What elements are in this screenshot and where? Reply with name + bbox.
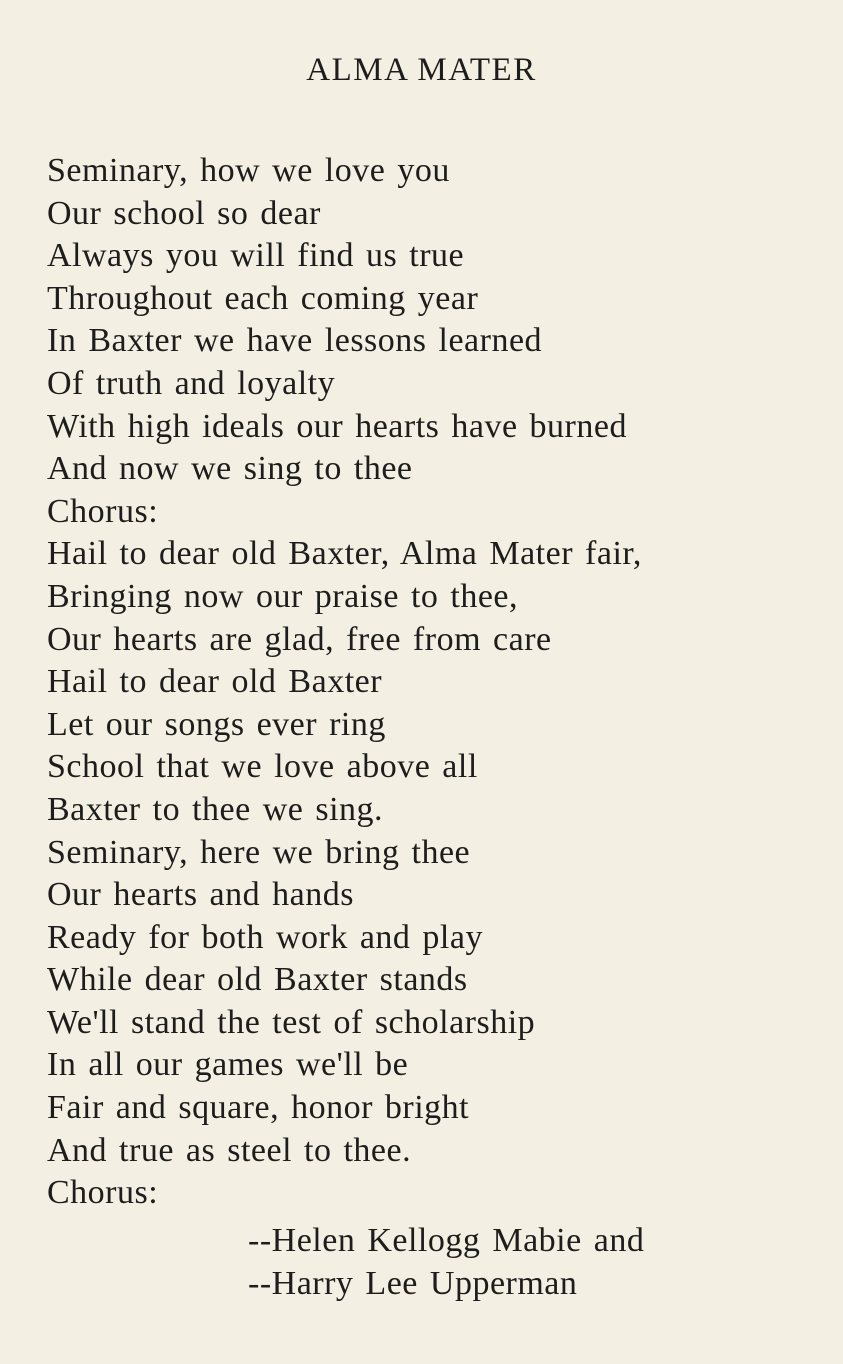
lyric-line: Bringing now our praise to thee, — [47, 577, 519, 615]
lyric-line: Hail to dear old Baxter — [47, 663, 383, 701]
lyric-line: While dear old Baxter stands — [47, 961, 468, 999]
lyric-line: And now we sing to thee — [47, 450, 413, 488]
lyric-line: School that we love above all — [47, 748, 478, 786]
lyric-line: Fair and square, honor bright — [47, 1089, 470, 1127]
lyric-line: Hail to dear old Baxter, Alma Mater fair, — [47, 535, 642, 573]
lyric-line: In all our games we'll be — [47, 1046, 409, 1084]
lyric-line: Baxter to thee we sing. — [47, 790, 384, 828]
song-lyrics — [47, 150, 837, 1215]
lyric-line: Seminary, how we love you — [47, 152, 450, 189]
chorus-label: Chorus: — [47, 1174, 159, 1212]
lyric-line: Seminary, here we bring thee — [47, 833, 471, 871]
lyric-line: Our hearts are glad, free from care — [47, 620, 552, 658]
lyric-line: Let our songs ever ring — [47, 705, 386, 743]
author-credit: --Helen Kellogg Mabie and — [248, 1222, 645, 1259]
author-credit: --Harry Lee Upperman — [248, 1265, 578, 1302]
lyric-line: We'll stand the test of scholarship — [47, 1003, 536, 1041]
lyric-line: With high ideals our hearts have burned — [47, 407, 627, 445]
lyric-line: Our school so dear — [47, 194, 321, 232]
chorus-label: Chorus: — [47, 492, 159, 530]
page-title: ALMA MATER — [306, 52, 537, 88]
lyric-line: Always you will find us true — [47, 237, 465, 275]
lyric-line: In Baxter we have lessons learned — [47, 322, 543, 360]
lyric-line: Throughout each coming year — [47, 279, 479, 317]
lyric-line: Ready for both work and play — [47, 918, 483, 956]
lyric-line: Our hearts and hands — [47, 876, 354, 914]
lyric-line: And true as steel to thee. — [47, 1131, 412, 1169]
author-credits — [248, 1219, 828, 1305]
lyric-line: Of truth and loyalty — [47, 364, 336, 402]
